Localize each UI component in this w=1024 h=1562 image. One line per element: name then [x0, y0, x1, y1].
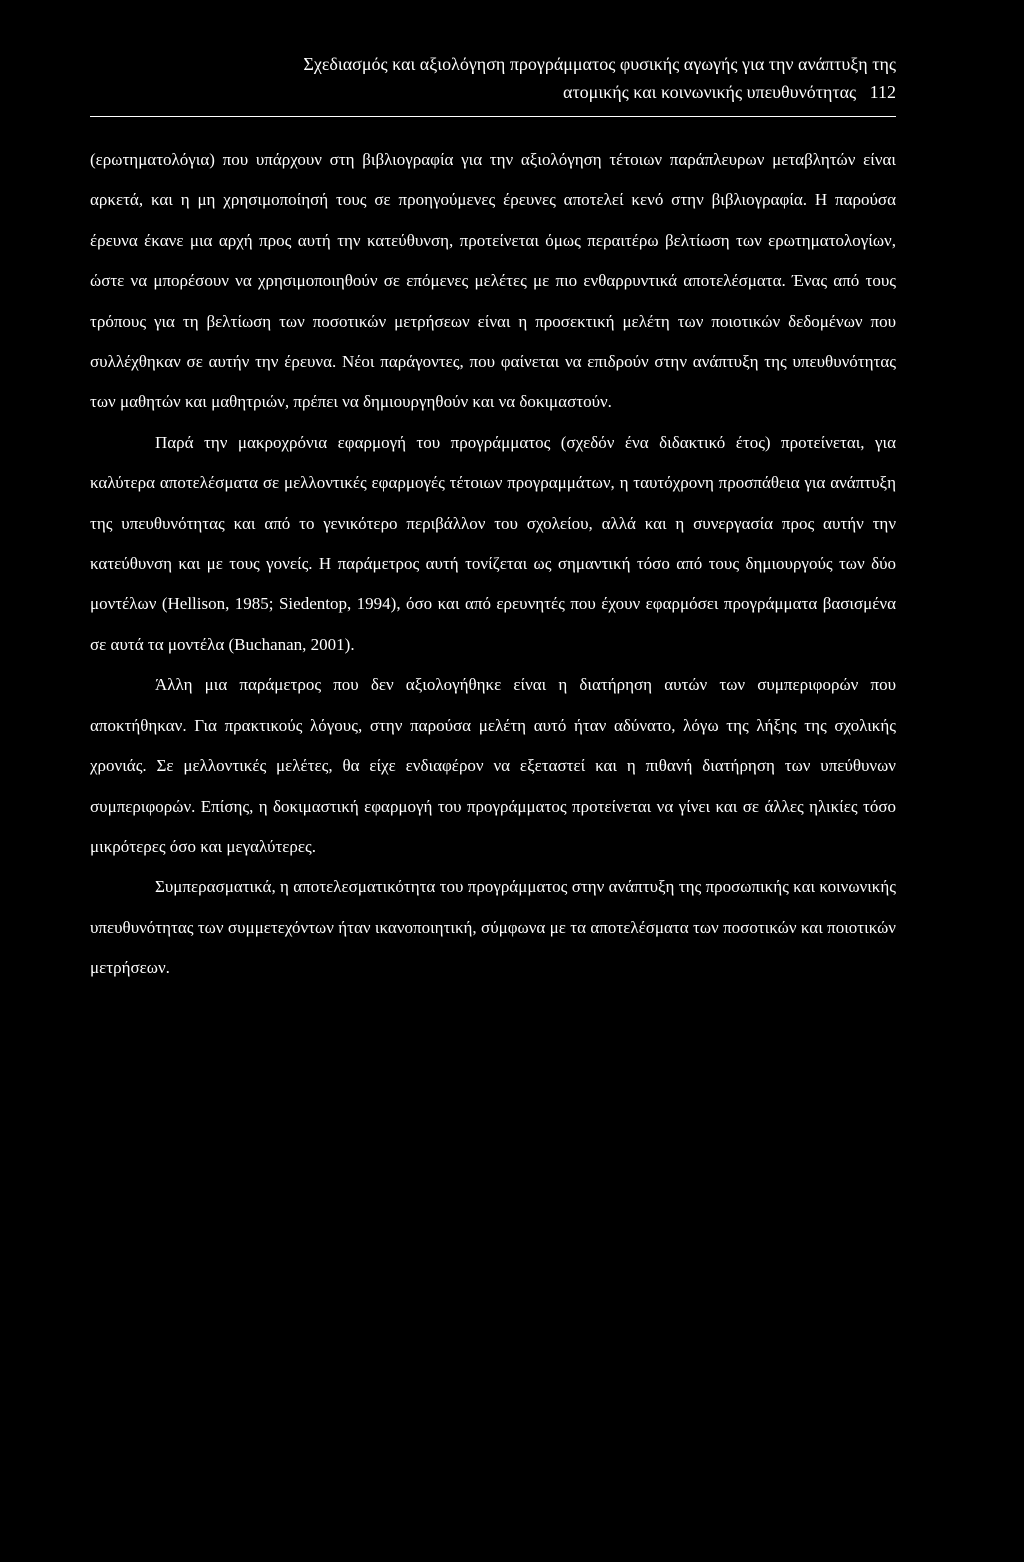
paragraph-3: Άλλη μια παράμετρος που δεν αξιολογήθηκε είναι η διατήρηση αυτών των συμπεριφορών που αποκτήθηκαν. Για πρακτικούς λόγους, στην παρούσα μελέτη αυτό ήταν αδύνατο, λόγω της λήξης της σχολικής χρονιάς. Σε μελλοντικές μελέτες, θα είχε ενδιαφέρον να εξεταστεί και η πιθανή διατήρηση των υπεύθυνων συμπεριφορών. Επίσης, η δοκιμαστική εφαρμογή του προγράμματος προτείνεται να γίνει και σε άλλες ηλικίες τόσο μικρότερες όσο και μεγαλύτερες. — [90, 675, 896, 856]
header-title-line-2 — [90, 78, 896, 106]
page-number: 112 — [869, 82, 896, 102]
header-title-line-2-text: ατομικής και κοινωνικής υπευθυνότητας — [563, 82, 857, 102]
paragraph-1: (ερωτηματολόγια) που υπάρχουν στη βιβλιογραφία για την αξιολόγηση τέτοιων παράπλευρων μεταβλητών είναι αρκετά, και η μη χρησιμοποίησή τους σε προηγούμενες έρευνες αποτελεί κενό στην βιβλιογραφία. Η παρούσα έρευνα έκανε μια αρχή προς αυτή την κατεύθυνση, προτείνεται όμως περαιτέρω βελτίωση των ερωτηματολογίων, ώστε να μπορέσουν να χρησιμοποιηθούν σε επόμενες μελέτες με πιο ενθαρρυντικά αποτελέσματα. Ένας από τους τρόπους για τη βελτίωση των ποσοτικών μετρήσεων είναι η προσεκτική μελέτη των ποιοτικών δεδομένων που συλλέχθηκαν σε αυτήν την έρευνα. Νέοι παράγοντες, που φαίνεται να επιδρούν στην ανάπτυξη της υπευθυνότητας των μαθητών και μαθητριών, πρέπει να δημιουργηθούν και να δοκιμαστούν. — [90, 150, 896, 412]
paragraph-4: Συμπερασματικά, η αποτελεσματικότητα του προγράμματος στην ανάπτυξη της προσωπικής και κοινωνικής υπευθυνότητας των συμμετεχόντων ήταν ικανοποιητική, σύμφωνα με τα αποτελέσματα των ποσοτικών και ποιοτικών μετρήσεων. — [90, 877, 896, 978]
paragraph-2: Παρά την μακροχρόνια εφαρμογή του προγράμματος (σχεδόν ένα διδακτικό έτος) προτείνεται, για καλύτερα αποτελέσματα σε μελλοντικές εφαρμογές τέτοιων προγραμμάτων, η ταυτόχρονη προσπάθεια για ανάπτυξη της υπευθυνότητας και από το γενικότερο περιβάλλον του σχολείου, αλλά και η συνεργασία προς αυτήν την κατεύθυνση και με τους γονείς. Η παράμετρος αυτή τονίζεται ως σημαντική τόσο από τους δημιουργούς των δύο μοντέλων (Hellison, 1985; Siedentop, 1994), όσο και από ερευνητές που έχουν εφαρμόσει προγράμματα βασισμένα σε αυτά τα μοντέλα (Buchanan, 2001). — [90, 432, 896, 654]
header-divider — [90, 116, 896, 117]
page-body — [90, 140, 896, 989]
header-title-line-1: Σχεδιασμός και αξιολόγηση προγράμματος φυσικής αγωγής για την ανάπτυξη της — [303, 54, 896, 74]
running-header — [90, 50, 896, 106]
